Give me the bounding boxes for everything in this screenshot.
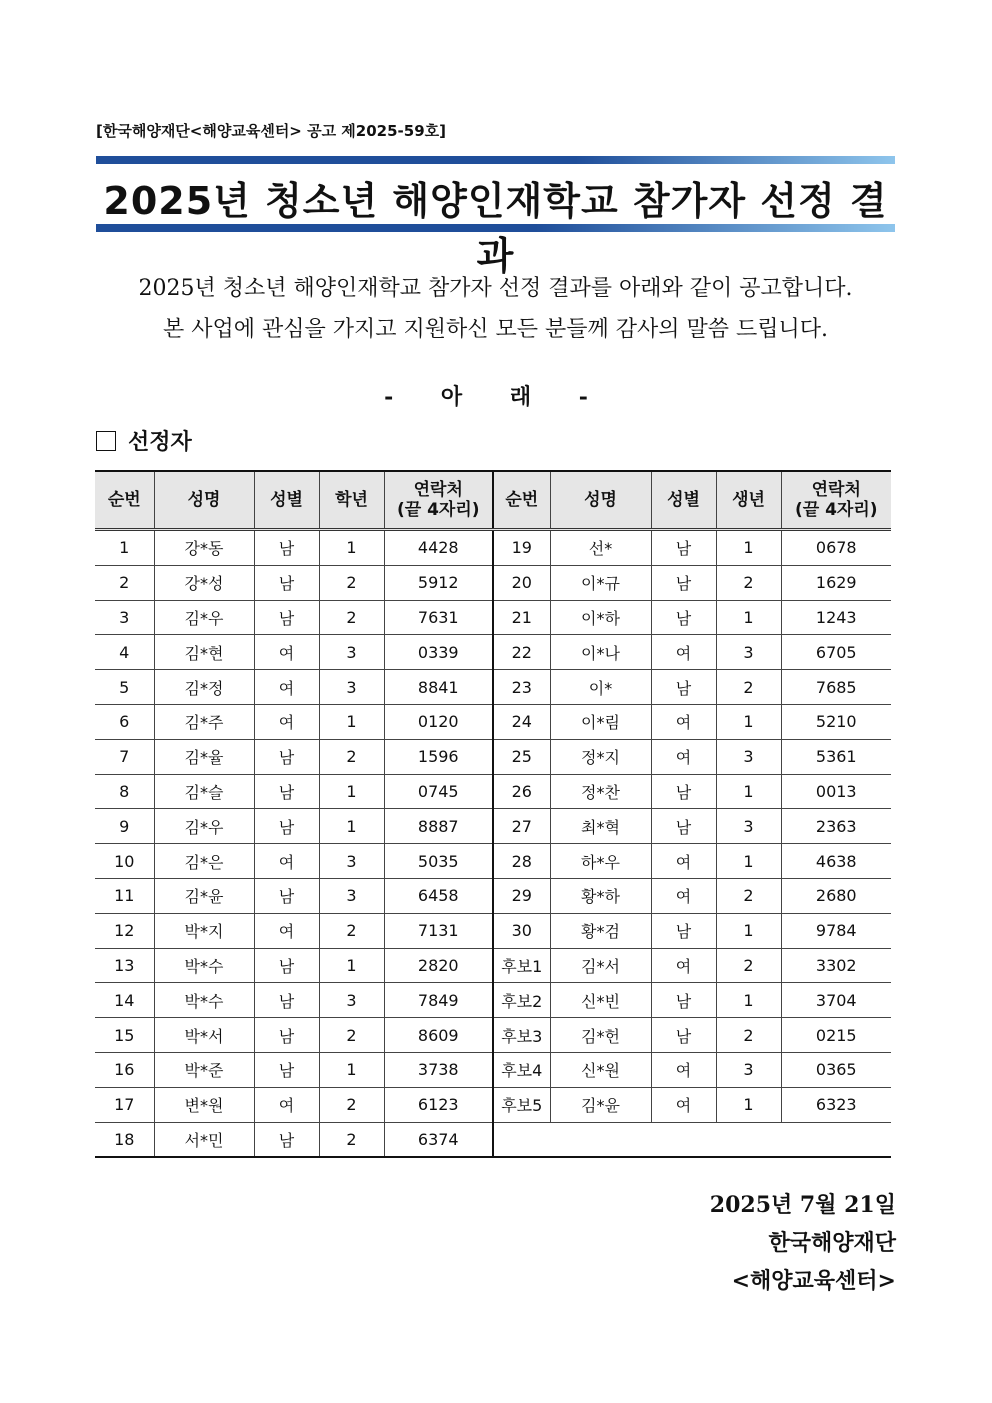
table-cell: 여 — [651, 635, 716, 670]
table-cell: 9 — [95, 809, 154, 844]
table-cell: 13 — [95, 948, 154, 983]
table-cell: 1 — [716, 913, 781, 948]
table-row — [95, 600, 891, 635]
table-cell: 이*림 — [550, 704, 651, 739]
table-cell: 여 — [254, 1087, 319, 1122]
table-cell: 9784 — [781, 913, 891, 948]
table-cell: 6123 — [384, 1087, 493, 1122]
table-cell: 8841 — [384, 670, 493, 705]
table-cell: 2 — [716, 878, 781, 913]
table-cell: 신*빈 — [550, 983, 651, 1018]
table-header-row — [95, 471, 891, 530]
table-cell: 24 — [493, 704, 550, 739]
table-cell: 남 — [254, 948, 319, 983]
table-cell: 이* — [550, 670, 651, 705]
table-cell: 5 — [95, 670, 154, 705]
table-cell: 1 — [716, 704, 781, 739]
footer-date: 2025년 7월 21일 — [709, 1192, 896, 1218]
table-cell: 4638 — [781, 844, 891, 879]
table-cell: 1 — [716, 1087, 781, 1122]
table-cell: 1 — [95, 530, 154, 566]
table-row — [95, 530, 891, 566]
table-cell: 신*원 — [550, 1052, 651, 1087]
table-cell: 남 — [651, 530, 716, 566]
table-cell: 남 — [254, 600, 319, 635]
header-cell-contact — [781, 471, 891, 530]
table-cell: 8 — [95, 774, 154, 809]
table-cell: 1 — [319, 774, 384, 809]
table-cell: 김*우 — [154, 809, 254, 844]
notice-number: [한국해양재단<해양교육센터> 공고 제2025-59호] — [96, 122, 446, 140]
table-cell: 3 — [95, 600, 154, 635]
table-cell: 여 — [651, 1087, 716, 1122]
table-cell: 남 — [651, 809, 716, 844]
table-cell: 0120 — [384, 704, 493, 739]
table-cell: 여 — [254, 913, 319, 948]
table-cell: 7 — [95, 739, 154, 774]
header-contact-label: 연락처 — [413, 480, 463, 500]
table-cell: 6323 — [781, 1087, 891, 1122]
table-cell: 하*우 — [550, 844, 651, 879]
table-cell: 남 — [651, 565, 716, 600]
selection-table — [95, 470, 891, 1158]
table-cell: 16 — [95, 1052, 154, 1087]
title-banner — [96, 152, 895, 278]
banner-top-stripe — [96, 156, 895, 164]
table-cell: 이*규 — [550, 565, 651, 600]
table-cell: 황*검 — [550, 913, 651, 948]
table-cell: 김*윤 — [550, 1087, 651, 1122]
table-cell: 4428 — [384, 530, 493, 566]
table-cell: 남 — [254, 774, 319, 809]
table-cell: 30 — [493, 913, 550, 948]
table-cell: 6374 — [384, 1122, 493, 1157]
table-cell: 0339 — [384, 635, 493, 670]
header-cell: 성별 — [651, 471, 716, 530]
table-cell: 박*지 — [154, 913, 254, 948]
header-cell: 학년 — [319, 471, 384, 530]
footer-org: 한국해양재단 — [768, 1230, 896, 1256]
table-cell: 후보2 — [493, 983, 550, 1018]
table-cell: 27 — [493, 809, 550, 844]
footer-center: <해양교육센터> — [731, 1268, 896, 1294]
table-cell: 김*주 — [154, 704, 254, 739]
table-cell: 1 — [716, 600, 781, 635]
table-cell: 10 — [95, 844, 154, 879]
table-cell: 3 — [319, 670, 384, 705]
table-cell: 6 — [95, 704, 154, 739]
table-cell: 남 — [254, 739, 319, 774]
empty-cell — [493, 1122, 891, 1157]
table-cell: 3 — [319, 635, 384, 670]
table-cell: 3302 — [781, 948, 891, 983]
table-cell: 김*율 — [154, 739, 254, 774]
header-contact-sub: (끝 4자리) — [794, 500, 878, 520]
table-cell: 25 — [493, 739, 550, 774]
table-cell: 2 — [716, 565, 781, 600]
table-cell: 11 — [95, 878, 154, 913]
table-cell: 7685 — [781, 670, 891, 705]
table-cell: 박*수 — [154, 983, 254, 1018]
header-cell: 순번 — [95, 471, 154, 530]
header-contact-sub: (끝 4자리) — [396, 500, 480, 520]
table-cell: 4 — [95, 635, 154, 670]
table-cell: 황*하 — [550, 878, 651, 913]
table-cell: 강*성 — [154, 565, 254, 600]
table-cell: 여 — [651, 739, 716, 774]
table-cell: 2 — [319, 600, 384, 635]
page-title: 2025년 청소년 해양인재학교 참가자 선정 결과 — [103, 179, 888, 278]
table-cell: 남 — [651, 1018, 716, 1053]
table-row — [95, 948, 891, 983]
table-cell: 최*혁 — [550, 809, 651, 844]
table-cell: 여 — [254, 635, 319, 670]
table-cell: 여 — [651, 948, 716, 983]
table-cell: 여 — [651, 844, 716, 879]
banner-bottom-stripe — [96, 224, 895, 232]
table-row — [95, 774, 891, 809]
table-cell: 1 — [716, 983, 781, 1018]
table-cell: 7849 — [384, 983, 493, 1018]
table-cell: 19 — [493, 530, 550, 566]
table-row — [95, 1018, 891, 1053]
table-cell: 후보4 — [493, 1052, 550, 1087]
table-cell: 1 — [319, 809, 384, 844]
table-row — [95, 844, 891, 879]
table-cell: 후보1 — [493, 948, 550, 983]
table-cell: 21 — [493, 600, 550, 635]
table-cell: 2363 — [781, 809, 891, 844]
table-cell: 1 — [716, 774, 781, 809]
table-row — [95, 704, 891, 739]
table-row — [95, 565, 891, 600]
table-cell: 남 — [254, 530, 319, 566]
table-cell: 3 — [319, 983, 384, 1018]
table-cell: 3738 — [384, 1052, 493, 1087]
table-cell: 3 — [716, 739, 781, 774]
table-cell: 남 — [651, 913, 716, 948]
table-cell: 2 — [716, 670, 781, 705]
table-cell: 박*서 — [154, 1018, 254, 1053]
table-cell: 2 — [716, 948, 781, 983]
table-cell: 남 — [651, 983, 716, 1018]
table-row — [95, 670, 891, 705]
table-cell: 3 — [716, 1052, 781, 1087]
table-cell: 1 — [716, 844, 781, 879]
table-cell: 5361 — [781, 739, 891, 774]
table-cell: 여 — [254, 670, 319, 705]
table-cell: 선* — [550, 530, 651, 566]
table-cell: 남 — [651, 774, 716, 809]
table-cell: 28 — [493, 844, 550, 879]
table-cell: 여 — [254, 704, 319, 739]
table-cell: 남 — [651, 670, 716, 705]
table-cell: 2 — [319, 1018, 384, 1053]
table-cell: 3 — [319, 878, 384, 913]
table-cell: 김*헌 — [550, 1018, 651, 1053]
section-heading — [96, 425, 192, 456]
table-cell: 2 — [95, 565, 154, 600]
table-cell: 1596 — [384, 739, 493, 774]
table-cell: 23 — [493, 670, 550, 705]
header-contact-label: 연락처 — [811, 480, 861, 500]
table-cell: 남 — [254, 1018, 319, 1053]
table-cell: 1 — [319, 530, 384, 566]
checkbox-square-icon — [96, 431, 116, 451]
table-cell: 2 — [319, 739, 384, 774]
table-cell: 2 — [319, 565, 384, 600]
table-cell: 1629 — [781, 565, 891, 600]
table-cell: 강*동 — [154, 530, 254, 566]
table-cell: 7131 — [384, 913, 493, 948]
table-cell: 남 — [254, 809, 319, 844]
table-cell: 0013 — [781, 774, 891, 809]
table-cell: 1243 — [781, 600, 891, 635]
table-cell: 이*하 — [550, 600, 651, 635]
arae-heading: - 아 래 - — [384, 384, 608, 410]
table-row — [95, 983, 891, 1018]
table-cell: 1 — [716, 530, 781, 566]
table-cell: 3 — [319, 844, 384, 879]
table-cell: 5912 — [384, 565, 493, 600]
table-cell: 남 — [254, 983, 319, 1018]
table-cell: 6458 — [384, 878, 493, 913]
table-cell: 김*슬 — [154, 774, 254, 809]
table-cell: 1 — [319, 1052, 384, 1087]
table-cell: 2 — [319, 913, 384, 948]
table-cell: 5035 — [384, 844, 493, 879]
table-cell: 김*현 — [154, 635, 254, 670]
table-cell: 정*찬 — [550, 774, 651, 809]
table-cell: 1 — [319, 948, 384, 983]
table-cell: 14 — [95, 983, 154, 1018]
table-body — [95, 530, 891, 1158]
header-cell: 순번 — [493, 471, 550, 530]
table-cell: 22 — [493, 635, 550, 670]
table-row — [95, 1087, 891, 1122]
table-cell: 여 — [651, 1052, 716, 1087]
table-cell: 이*나 — [550, 635, 651, 670]
table-cell: 남 — [254, 1122, 319, 1157]
table-cell: 8887 — [384, 809, 493, 844]
table-cell: 0745 — [384, 774, 493, 809]
table-cell: 남 — [254, 565, 319, 600]
table-cell: 29 — [493, 878, 550, 913]
table-cell: 서*민 — [154, 1122, 254, 1157]
table-cell: 남 — [254, 878, 319, 913]
table-cell: 김*서 — [550, 948, 651, 983]
table-cell: 2 — [319, 1122, 384, 1157]
table-cell: 17 — [95, 1087, 154, 1122]
table-cell: 2680 — [781, 878, 891, 913]
table-cell: 0365 — [781, 1052, 891, 1087]
table-cell: 여 — [651, 878, 716, 913]
table-cell: 1 — [319, 704, 384, 739]
table-row — [95, 878, 891, 913]
section-title: 선정자 — [128, 429, 192, 455]
table-cell: 15 — [95, 1018, 154, 1053]
table-cell: 8609 — [384, 1018, 493, 1053]
table-cell: 20 — [493, 565, 550, 600]
table-cell: 김*윤 — [154, 878, 254, 913]
table-row — [95, 913, 891, 948]
header-cell: 성명 — [154, 471, 254, 530]
table-cell: 5210 — [781, 704, 891, 739]
table-row — [95, 1052, 891, 1087]
header-cell: 성명 — [550, 471, 651, 530]
table-cell: 2820 — [384, 948, 493, 983]
table-cell: 여 — [254, 844, 319, 879]
table-cell: 3704 — [781, 983, 891, 1018]
table-cell: 박*준 — [154, 1052, 254, 1087]
table-cell: 6705 — [781, 635, 891, 670]
table-cell: 26 — [493, 774, 550, 809]
header-cell: 생년 — [716, 471, 781, 530]
table-cell: 18 — [95, 1122, 154, 1157]
table-cell: 2 — [319, 1087, 384, 1122]
table-cell: 0215 — [781, 1018, 891, 1053]
table-cell: 후보3 — [493, 1018, 550, 1053]
header-cell-contact — [384, 471, 493, 530]
table-cell: 정*지 — [550, 739, 651, 774]
intro-line-2: 본 사업에 관심을 가지고 지원하신 모든 분들께 감사의 말씀 드립니다. — [163, 317, 828, 342]
table-cell: 남 — [254, 1052, 319, 1087]
table-cell: 김*은 — [154, 844, 254, 879]
table-row — [95, 809, 891, 844]
table-cell: 김*우 — [154, 600, 254, 635]
table-row — [95, 635, 891, 670]
header-cell: 성별 — [254, 471, 319, 530]
table-cell: 0678 — [781, 530, 891, 566]
table-cell: 3 — [716, 635, 781, 670]
table-row — [95, 739, 891, 774]
table-cell: 남 — [651, 600, 716, 635]
table-cell: 2 — [716, 1018, 781, 1053]
table-cell: 여 — [651, 704, 716, 739]
table-cell: 후보5 — [493, 1087, 550, 1122]
intro-line-1: 2025년 청소년 해양인재학교 참가자 선정 결과를 아래와 같이 공고합니다. — [138, 276, 853, 301]
table-cell: 12 — [95, 913, 154, 948]
table-cell: 박*수 — [154, 948, 254, 983]
table-cell: 변*원 — [154, 1087, 254, 1122]
table-row — [95, 1122, 891, 1157]
table-cell: 김*정 — [154, 670, 254, 705]
table-cell: 7631 — [384, 600, 493, 635]
intro-text — [96, 268, 895, 350]
table-cell: 3 — [716, 809, 781, 844]
